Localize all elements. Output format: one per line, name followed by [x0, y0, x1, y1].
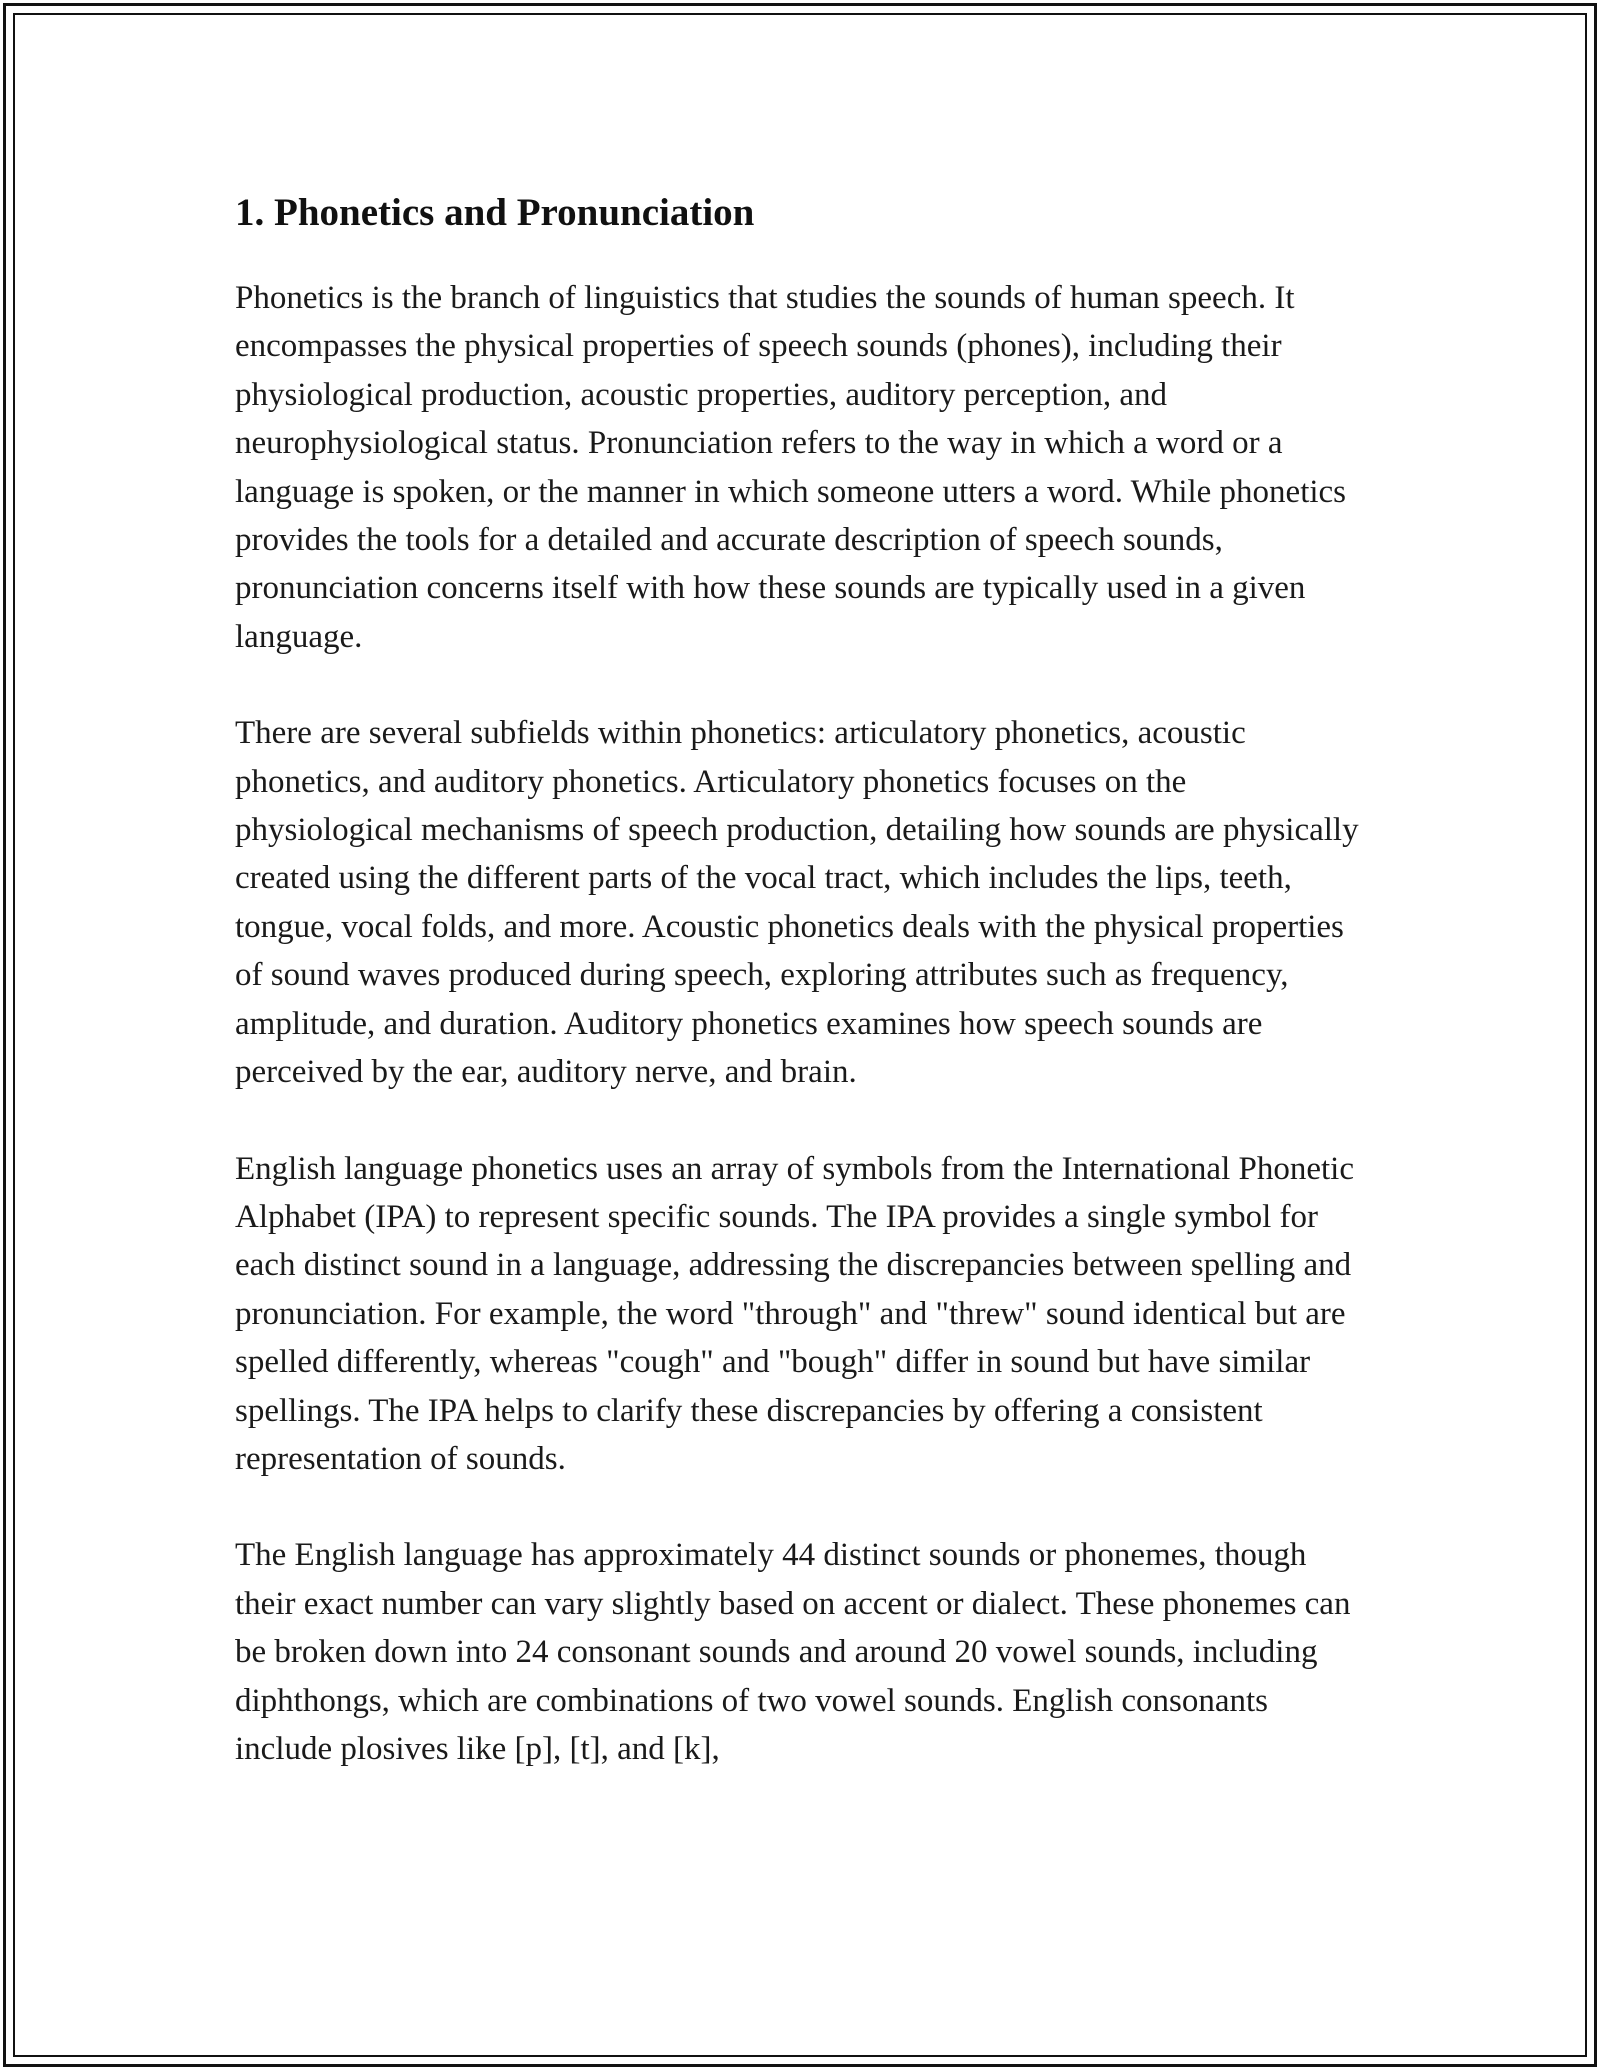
section-heading: 1. Phonetics and Pronunciation [235, 191, 755, 234]
paragraph-english-phonemes: The English language has approximately 44 distinct sounds or phonemes, though their exact number can vary slightly based on accent or dialect. These phonemes can be broken down into 24 consonant sounds and around 20 vowel sounds, including diphthongs, which are combinations of two vowel sounds. English consonants include plosives like [p], [t], and [k], [235, 1537, 1351, 1767]
document-body [235, 180, 1365, 1773]
paragraph-ipa: English language phonetics uses an array of symbols from the International Phonetic Alphabet (IPA) to represent specific sounds. The IPA provides a single symbol for each distinct sound in a language, addressing the discrepancies between spelling and pronunciation. For example, the word "through" and "threw" sound identical but are spelled differently, whereas "cough" and "bough" differ in sound but have similar spellings. The IPA helps to clarify these discrepancies by offering a consistent representation of sounds. [235, 1150, 1354, 1477]
paragraph-phonetics-definition: Phonetics is the branch of linguistics that studies the sounds of human speech. It encompasses the physical properties of speech sounds (phones), including their physiological production, acoustic properties, auditory perception, and neurophysiological status. Pronunciation refers to the way in which a word or a language is spoken, or the manner in which someone utters a word. While phonetics provides the tools for a detailed and accurate description of speech sounds, pronunciation concerns itself with how these sounds are typically used in a given language. [235, 280, 1347, 655]
paragraph-phonetics-subfields: There are several subfields within phonetics: articulatory phonetics, acoustic phonetics, and auditory phonetics. Articulatory phonetics focuses on the physiological mechanisms of speech production, detailing how sounds are physically created using the different parts of the vocal tract, which includes the lips, teeth, tongue, vocal folds, and more. Acoustic phonetics deals with the physical properties of sound waves produced during speech, exploring attributes such as frequency, amplitude, and duration. Auditory phonetics examines how speech sounds are perceived by the ear, auditory nerve, and brain. [235, 715, 1359, 1091]
